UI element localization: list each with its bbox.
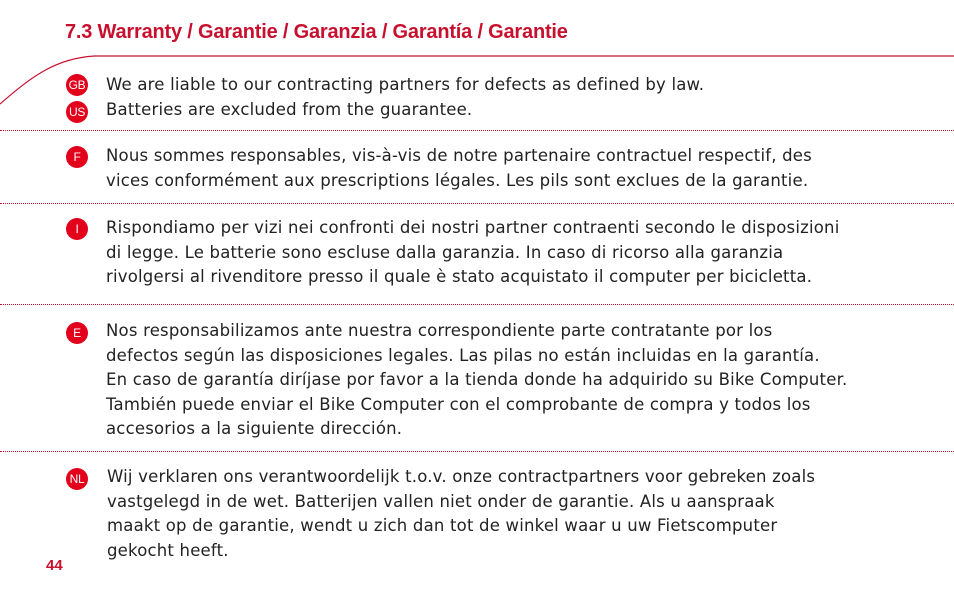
- text-line: We are liable to our contracting partners for defects as defined by law.: [106, 75, 705, 94]
- text-line: Batteries are excluded from the guarantee.: [106, 99, 473, 119]
- warranty-text-dutch: [107, 465, 907, 563]
- language-badge-i: I: [66, 218, 88, 240]
- text-line: rivolgersi al rivenditore presso il quale è stato acquistato il computer per bicicletta.: [106, 267, 813, 286]
- text-line: Rispondiamo per vizi nei confronti dei nostri partner contraenti secondo le disposizioni: [106, 218, 840, 237]
- section-divider: [0, 304, 954, 305]
- section-title: 7.3 Warranty / Garantie / Garanzia / Garantía / Garantie: [65, 21, 568, 43]
- warranty-text-spanish: [106, 319, 906, 442]
- text-line: defectos según las disposiciones legales. Las pilas no están incluidas en la garantía.: [106, 345, 820, 365]
- text-line: vices conformément aux prescriptions légales. Les pils sont exclues de la garantie.: [106, 170, 809, 190]
- page-number: 44: [46, 557, 63, 574]
- section-divider: [0, 451, 954, 452]
- section-divider: [0, 130, 954, 131]
- language-badge-f: F: [66, 146, 88, 168]
- language-badge-nl: NL: [66, 468, 88, 490]
- language-badge-us: US: [66, 101, 88, 123]
- warranty-text-italian: [106, 216, 906, 290]
- language-badge-e: E: [66, 322, 88, 344]
- language-badge-gb: GB: [66, 74, 88, 96]
- warranty-text-english: [106, 73, 906, 122]
- section-divider: [0, 203, 954, 204]
- text-line: gekocht heeft.: [107, 540, 229, 560]
- text-line: En caso de garantía diríjase por favor a la tienda donde ha adquirido su Bike Computer.: [106, 370, 848, 389]
- text-line: Nous sommes responsables, vis-à-vis de notre partenaire contractuel respectif, des: [106, 146, 812, 165]
- text-line: También puede enviar el Bike Computer con el comprobante de compra y todos los: [106, 394, 811, 414]
- text-line: accesorios a la siguiente dirección.: [106, 419, 403, 438]
- warranty-text-french: [106, 144, 906, 193]
- text-line: Nos responsabilizamos ante nuestra correspondiente parte contratante por los: [106, 321, 773, 340]
- text-line: di legge. Le batterie sono escluse dalla garanzia. In caso di ricorso alla garanzia: [106, 242, 784, 262]
- text-line: maakt op de garantie, wendt u zich dan tot de winkel waar u uw Fietscomputer: [107, 516, 778, 535]
- text-line: Wij verklaren ons verantwoordelijk t.o.v. onze contractpartners voor gebreken zoals: [107, 467, 816, 486]
- text-line: vastgelegd in de wet. Batterijen vallen niet onder de garantie. Als u aanspraak: [107, 491, 775, 511]
